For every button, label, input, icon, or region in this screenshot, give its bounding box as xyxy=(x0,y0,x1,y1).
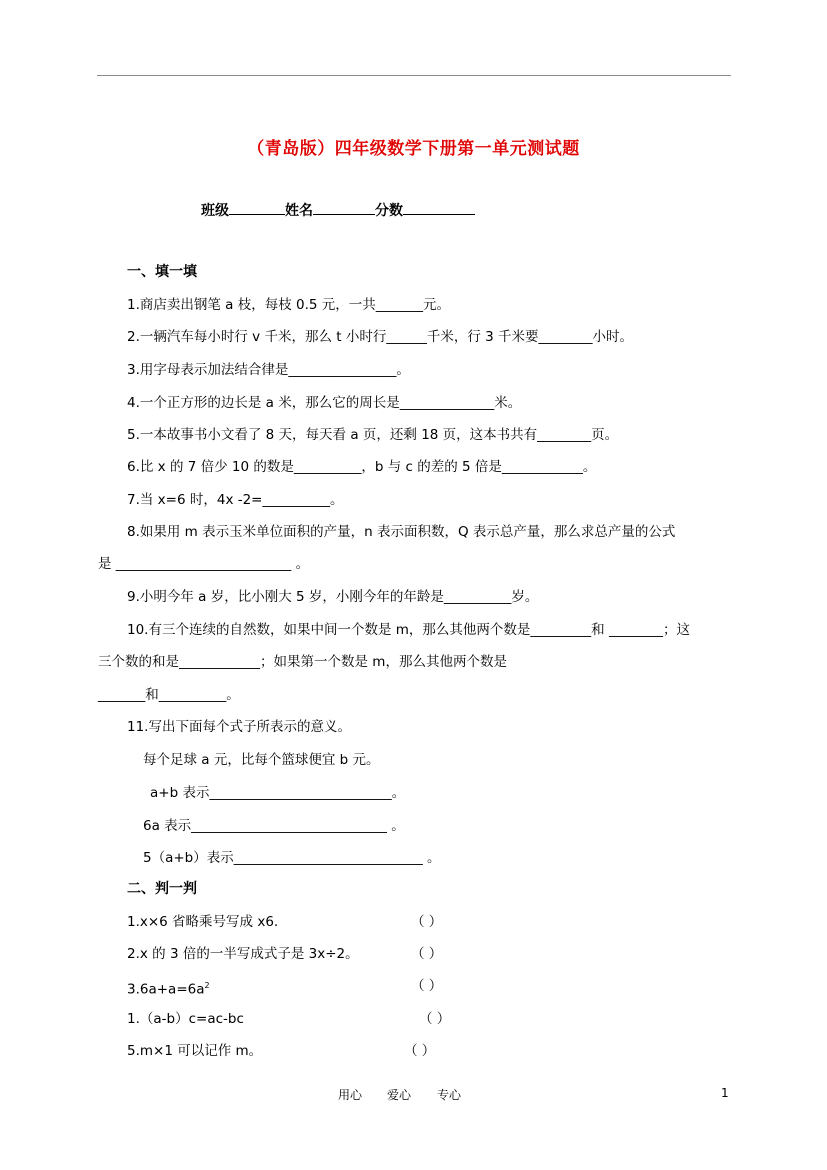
section-heading-fill: 一、填一填 xyxy=(127,264,197,280)
score-label: 分数 xyxy=(375,203,403,219)
question-line: 5（a+b）表示____________________________ 。 xyxy=(143,850,441,866)
question-line: a+b 表示___________________________。 xyxy=(150,785,406,801)
class-blank xyxy=(229,200,285,215)
header-rule xyxy=(97,75,731,76)
question-line: 8.如果用 m 表示玉米单位面积的产量，n 表示面积数，Q 表示总产量，那么求总产量的公式 xyxy=(127,524,676,540)
question-line: 每个足球 a 元，比每个篮球便宜 b 元。 xyxy=(143,752,380,768)
judge-item-text: 1.（a-b）c=ac-bc xyxy=(127,1011,244,1027)
question-line: 三个数的和是____________；如果第一个数是 m，那么其他两个数是 xyxy=(98,654,507,670)
name-label: 姓名 xyxy=(285,203,313,219)
judge-item xyxy=(127,945,359,963)
judge-item-text: 1.x×6 省略乘号写成 x6. xyxy=(127,914,279,930)
question-line: 6a 表示_____________________________ 。 xyxy=(143,818,405,834)
question-line: 4.一个正方形的边长是 a 米，那么它的周长是______________米。 xyxy=(127,395,522,411)
question-line: 5.一本故事书小文看了 8 天，每天看 a 页，还剩 18 页，这本书共有________页。 xyxy=(127,427,619,443)
judge-item-text: 2.x 的 3 倍的一半写成式子是 3x÷2。 xyxy=(127,946,359,962)
question-line: 2.一辆汽车每小时行 v 千米，那么 t 小时行______千米，行 3 千米要________小时。 xyxy=(127,329,633,345)
question-line: 3.用字母表示加法结合律是________________。 xyxy=(127,362,410,378)
class-label: 班级 xyxy=(201,203,229,219)
question-line: 是 __________________________ 。 xyxy=(98,556,310,572)
judge-item xyxy=(127,1042,262,1060)
footer-text-1: 用心 xyxy=(338,1088,363,1102)
question-line: 10.有三个连续的自然数，如果中间一个数是 m，那么其他两个数是_________和 ________；这 xyxy=(127,622,690,638)
name-blank xyxy=(313,200,375,215)
student-info-row xyxy=(201,200,475,220)
question-line: 1.商店卖出钢笔 a 枝，每枝 0.5 元，一共_______元。 xyxy=(127,297,451,313)
judge-item xyxy=(127,1010,244,1028)
footer-text-2: 爱心 xyxy=(387,1088,412,1102)
judge-item-paren: （ ） xyxy=(411,914,443,930)
page-title: （青岛版）四年级数学下册第一单元测试题 xyxy=(247,139,580,159)
judge-item-paren: （ ） xyxy=(419,1011,451,1027)
judge-item-text: 3.6a+a=6a xyxy=(127,981,205,998)
question-line: _______和__________。 xyxy=(98,687,240,703)
question-line: 6.比 x 的 7 倍少 10 的数是__________，b 与 c 的差的 5 倍是____________。 xyxy=(127,459,597,475)
judge-item xyxy=(127,977,210,999)
judge-item-text: 5.m×1 可以记作 m。 xyxy=(127,1043,263,1059)
question-line: 7.当 x=6 时，4x -2=__________。 xyxy=(127,492,344,508)
judge-item-paren: （ ） xyxy=(411,946,443,962)
page-number: 1 xyxy=(721,1086,729,1100)
judge-item-paren: （ ） xyxy=(411,978,443,994)
judge-item-paren: （ ） xyxy=(404,1043,436,1059)
question-line: 11.写出下面每个式子所表示的意义。 xyxy=(127,719,351,735)
section-heading-judge: 二、判一判 xyxy=(127,881,197,897)
judge-item xyxy=(127,913,278,931)
judge-item-exponent: 2 xyxy=(204,981,210,990)
score-blank xyxy=(403,200,475,215)
question-line: 9.小明今年 a 岁，比小刚大 5 岁，小刚今年的年龄是__________岁。 xyxy=(127,589,539,605)
footer-text-3: 专心 xyxy=(437,1088,462,1102)
